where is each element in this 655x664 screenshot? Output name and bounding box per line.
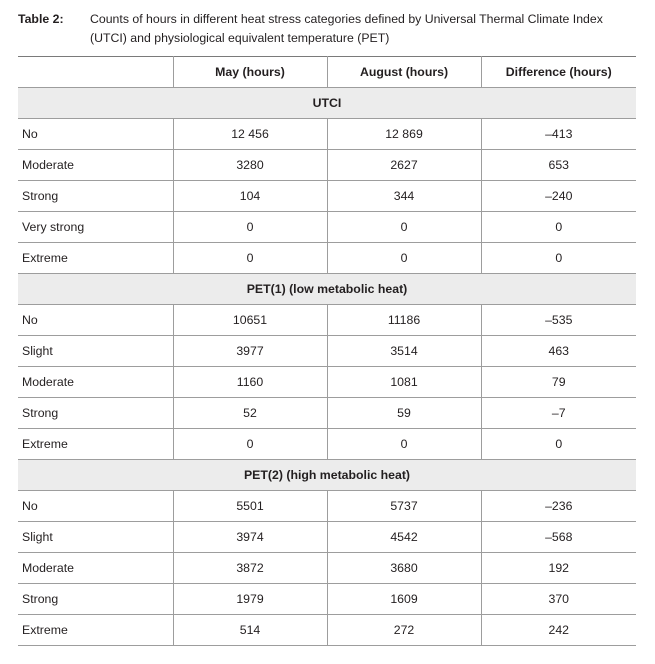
row-category: Slight: [18, 522, 173, 553]
cell-august: 5737: [327, 491, 481, 522]
table-row: [18, 336, 636, 367]
cell-august: 3514: [327, 336, 481, 367]
table-row: [18, 491, 636, 522]
row-category: Moderate: [18, 150, 173, 181]
section-header-row: [18, 88, 636, 119]
table-row: [18, 150, 636, 181]
cell-may: 0: [173, 429, 327, 460]
table-row: [18, 212, 636, 243]
caption-text: Counts of hours in different heat stress categories defined by Universal Thermal Climate Index (UTCI) and physiological equivalent temperature (PET): [90, 12, 603, 45]
cell-difference: –7: [481, 398, 636, 429]
row-category: Moderate: [18, 553, 173, 584]
cell-difference: 79: [481, 367, 636, 398]
table-body: [18, 88, 636, 646]
cell-difference: 0: [481, 429, 636, 460]
header-august: August (hours): [327, 57, 481, 88]
heat-stress-table: [18, 56, 636, 646]
cell-may: 52: [173, 398, 327, 429]
cell-may: 1160: [173, 367, 327, 398]
cell-august: 3680: [327, 553, 481, 584]
header-difference: Difference (hours): [481, 57, 636, 88]
cell-difference: 0: [481, 212, 636, 243]
table-row: [18, 553, 636, 584]
cell-difference: 463: [481, 336, 636, 367]
cell-may: 10651: [173, 305, 327, 336]
table-row: [18, 615, 636, 646]
cell-may: 12 456: [173, 119, 327, 150]
cell-may: 3974: [173, 522, 327, 553]
section-title: PET(1) (low metabolic heat): [18, 274, 636, 305]
header-may: May (hours): [173, 57, 327, 88]
cell-august: 1609: [327, 584, 481, 615]
row-category: No: [18, 491, 173, 522]
row-category: Extreme: [18, 243, 173, 274]
cell-august: 0: [327, 429, 481, 460]
cell-difference: 192: [481, 553, 636, 584]
header-category: [18, 57, 173, 88]
cell-may: 3280: [173, 150, 327, 181]
row-category: Extreme: [18, 429, 173, 460]
row-category: No: [18, 305, 173, 336]
cell-may: 1979: [173, 584, 327, 615]
table-row: [18, 584, 636, 615]
cell-august: 0: [327, 243, 481, 274]
table-row: [18, 522, 636, 553]
row-category: Extreme: [18, 615, 173, 646]
cell-august: 12 869: [327, 119, 481, 150]
section-header-row: [18, 274, 636, 305]
table-row: [18, 243, 636, 274]
section-header-row: [18, 460, 636, 491]
row-category: Moderate: [18, 367, 173, 398]
cell-may: 5501: [173, 491, 327, 522]
section-title: PET(2) (high metabolic heat): [18, 460, 636, 491]
cell-may: 0: [173, 212, 327, 243]
table-row: [18, 181, 636, 212]
table-header-row: [18, 57, 636, 88]
cell-august: 4542: [327, 522, 481, 553]
table-row: [18, 119, 636, 150]
cell-august: 1081: [327, 367, 481, 398]
cell-may: 3977: [173, 336, 327, 367]
section-title: UTCI: [18, 88, 636, 119]
cell-difference: 0: [481, 243, 636, 274]
cell-difference: 653: [481, 150, 636, 181]
row-category: Strong: [18, 181, 173, 212]
table-caption: [18, 10, 643, 48]
cell-difference: –240: [481, 181, 636, 212]
cell-difference: –568: [481, 522, 636, 553]
table-row: [18, 305, 636, 336]
cell-difference: 370: [481, 584, 636, 615]
cell-difference: –413: [481, 119, 636, 150]
cell-may: 0: [173, 243, 327, 274]
cell-difference: –236: [481, 491, 636, 522]
table-row: [18, 398, 636, 429]
caption-label: Table 2:: [18, 12, 64, 26]
cell-august: 0: [327, 212, 481, 243]
cell-may: 514: [173, 615, 327, 646]
cell-august: 272: [327, 615, 481, 646]
row-category: Strong: [18, 398, 173, 429]
table-row: [18, 429, 636, 460]
cell-difference: –535: [481, 305, 636, 336]
row-category: Slight: [18, 336, 173, 367]
row-category: Strong: [18, 584, 173, 615]
cell-august: 59: [327, 398, 481, 429]
cell-august: 11186: [327, 305, 481, 336]
cell-august: 2627: [327, 150, 481, 181]
cell-may: 3872: [173, 553, 327, 584]
cell-august: 344: [327, 181, 481, 212]
cell-difference: 242: [481, 615, 636, 646]
cell-may: 104: [173, 181, 327, 212]
table-row: [18, 367, 636, 398]
row-category: No: [18, 119, 173, 150]
row-category: Very strong: [18, 212, 173, 243]
